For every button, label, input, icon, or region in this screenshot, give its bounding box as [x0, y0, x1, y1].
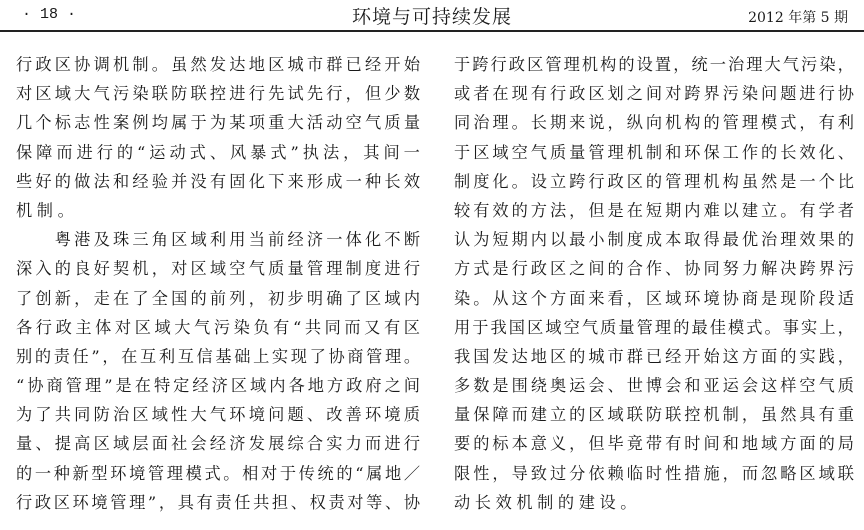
text-line: 对 区 域 大 气 污 染 联 防 联 控 进 行 先 试 先 行 ， 但 少 数 [16, 84, 420, 104]
text-line: 量 、 提 高 区 域 层 面 社 会 经 济 发 展 综 合 实 力 而 进 行 [16, 434, 420, 454]
right-column [454, 50, 854, 517]
text-line: 多 数 是 围 绕 奥 运 会 、 世 博 会 和 亚 运 会 这 样 空 气 质 [454, 376, 854, 396]
left-column [16, 50, 420, 517]
text-line: 行 政 区 协 调 机 制 。 虽 然 发 达 地 区 城 市 群 已 经 开 始 [16, 55, 420, 74]
text-line: 方 式 是 行 政 区 之 间 的 合 作 、 协 同 努 力 解 决 跨 界 污 [454, 259, 854, 279]
text-line: 限 性 ， 导 致 过 分 依 赖 临 时 性 措 施 ， 而 忽 略 区 域 联 [454, 463, 854, 483]
text-line: 为 了 共 同 防 治 区 域 性 大 气 环 境 问 题 、 改 善 环 境 质 [16, 405, 420, 425]
issue-label: 2012 年第 5 期 [748, 10, 848, 26]
text-line: 的 一 种 新 型 环 境 管 理 模 式 。 相 对 于 传 统 的 “ 属 地 ／ [16, 463, 420, 483]
text-line: 要 的 标 本 意 义 ， 但 毕 竟 带 有 时 间 和 地 域 方 面 的 局 [454, 434, 854, 454]
text-line: 染 。 从 这 个 方 面 来 看 ， 区 域 环 境 协 商 是 现 阶 段 适 [454, 288, 854, 308]
text-line: 我 国 发 达 地 区 的 城 市 群 已 经 开 始 这 方 面 的 实 践 ， [454, 346, 854, 366]
text-line: 制 度 化 。 设 立 跨 行 政 区 的 管 理 机 构 虽 然 是 一 个 比 [454, 171, 854, 191]
text-line: “ 协 商 管 理 ” 是 在 特 定 经 济 区 域 内 各 地 方 政 府 之 间 [16, 376, 420, 396]
text-line: 较 有 效 的 方 法 ， 但 是 在 短 期 内 难 以 建 立 。 有 学 者 [454, 200, 854, 220]
text-line: 于 跨 行 政 区 管 理 机 构 的 设 置 ， 统 一 治 理 大 气 污 染 ， [454, 55, 854, 74]
text-line: 各 行 政 主 体 对 区 域 大 气 污 染 负 有 “ 共 同 而 又 有 区 [16, 317, 420, 337]
text-line: 别 的 责 任 ” ， 在 互 利 互 信 基 础 上 实 现 了 协 商 管 理 。 [16, 346, 420, 366]
text-line: 或 者 在 现 有 行 政 区 划 之 间 对 跨 界 污 染 问 题 进 行 协 [454, 84, 854, 104]
text-line: 几 个 标 志 性 案 例 均 属 于 为 某 项 重 大 活 动 空 气 质 量 [16, 113, 420, 133]
text-line: 些 好 的 做 法 和 经 验 并 没 有 固 化 下 来 形 成 一 种 长 效 [16, 171, 420, 191]
text-line: 机制。 [16, 200, 79, 220]
journal-title: 环境与可持续发展 [351, 6, 512, 28]
text-line: 保 障 而 进 行 的 “ 运 动 式 、 风 暴 式 ” 执 法 ， 其 间 一 [16, 142, 420, 162]
text-line: 用 于 我 国 区 域 空 气 质 量 管 理 的 最 佳 模 式 。 事 实 上 ， [454, 317, 854, 337]
text-line: 认 为 短 期 内 以 最 小 制 度 成 本 取 得 最 优 治 理 效 果 的 [454, 230, 854, 250]
text-line: 粤 港 及 珠 三 角 区 域 利 用 当 前 经 济 一 体 化 不 断 [54, 230, 420, 250]
text-line: 同 治 理 。 长 期 来 说 ， 纵 向 机 构 的 管 理 模 式 ， 有 利 [454, 113, 854, 133]
text-line: 动长效机制的建设。 [454, 492, 642, 512]
text-line: 深 入 的 良 好 契 机 ， 对 区 域 空 气 质 量 管 理 制 度 进 行 [16, 259, 420, 279]
text-line: 了 创 新 ， 走 在 了 全 国 的 前 列 ， 初 步 明 确 了 区 域 内 [16, 288, 420, 308]
page-number: · 18 · [22, 6, 77, 23]
text-line: 行 政 区 环 境 管 理 ” ， 具 有 责 任 共 担 、 权 责 对 等 、 协 [16, 492, 420, 512]
text-line: 于 区 域 空 气 质 量 管 理 机 制 和 环 保 工 作 的 长 效 化 、 [454, 142, 854, 162]
page-header [0, 0, 864, 32]
text-line: 量 保 障 而 建 立 的 区 域 联 防 联 控 机 制 ， 虽 然 具 有 重 [454, 405, 854, 425]
